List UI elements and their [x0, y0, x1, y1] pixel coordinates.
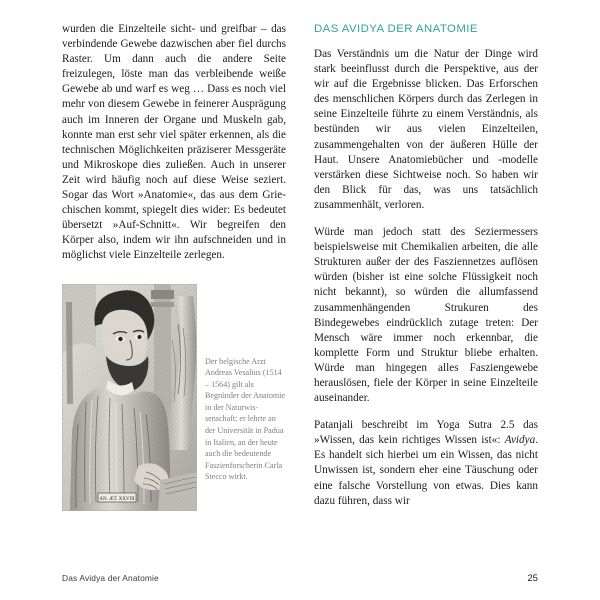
figure-block: [62, 284, 286, 511]
right-column-paragraph-2: Würde man jedoch statt des Seziermessers beispielsweise mit Chemikalien arbeiten, die alle Strukturen außer der des Fasziennetzes auflösen würden (bisher ist eine solche Flüssigkeit noch nicht bekannt), so würden die allumfassend zusammenhängenden Strukuren des Bindegewebes eindrücklich zutage treten: Der Mensch wäre immer noch erkennbar, die komplette Form und Struktur bliebe erhalten. Würde man hingegen alles Fasziengewebe herauslösen, fiele der Körper in seine Einzelteile auseinander.: [314, 226, 538, 405]
left-column: [62, 22, 286, 542]
two-column-text-area: [62, 22, 538, 542]
left-column-paragraph: wurden die Einzelteile sicht- und greifbar – das verbindende Gewebe dazwischen aber fiel durchs Raster. Um dann auch die andere Seite freizulegen, löste man das verbleibende weiße Gewebe ab und warf es weg … Dass es noch viel mehr von diesem Gewebe in feinerer Ausprägung auch im Inneren der Organe und Muskeln gab, konnte man erst sehr viel später erkennen, als die technischen Möglichkeiten präziserer Messgeräte und Mikroskope dies zuließen. Auch in unserer Zeit wird häufig noch auf diese Weise seziert. Sogar das Wort »Anatomie«, das aus dem Griechischen kommt, spiegelt dies wider: Es bedeutet übersetzt »Auf-Schnitt«. Wir begreifen den Körper also, indem wir ihn aufschneiden und in möglichst viele Einzelteile zerlegen.: [62, 23, 286, 262]
figure-caption: Der belgische Arzt Andreas Vesalius (1514 – 1564) gilt als Begründer der Anatomie in der Naturwissenschaft; er lehrte an der Universität in Padua in Italien, an der heute auch die bedeutende Faszienforscherin Carla Stecco wirkt.: [205, 356, 286, 482]
right-column-paragraph-1: Das Verständnis um die Natur der Dinge wird stark beeinflusst durch die Perspektive, aus der wir auf die Ergebnisse blicken. Das Erforschen des menschlichen Körpers durch das Zerlegen in seine Einzelteile führte zu einem Verständnis, als bestünden wir aus vielen Einzelteilen, zusammengehalten von der äußeren Hülle der Haut. Unsere Anatomiebücher und -modelle verstärken diese Sichtweise noch. So haben wir den Blick für das, was uns tatsächlich zusammenhält, verloren.: [314, 48, 538, 211]
avidya-italic-term: Avidya: [504, 434, 536, 447]
right-column: [314, 22, 538, 542]
vesalius-portrait-woodcut: [62, 284, 197, 511]
woodcut-plate-label: AN. ÆT. XXVIII: [99, 496, 135, 502]
paragraph3-text-before-italic: Patanjali beschreibt im Yoga Sutra 2.5 das »Wissen, das kein richtiges Wissen ist«:: [314, 419, 538, 447]
section-heading: DAS AVIDYA DER ANATOMIE: [314, 23, 478, 35]
footer-page-number: 25: [527, 573, 538, 584]
footer-chapter-title: Das Avidya der Anatomie: [62, 573, 159, 583]
right-column-paragraph-3: [314, 418, 538, 509]
paragraph3-text-after-italic: . Es handelt sich hierbei um ein Wissen, das nicht Unwissen ist, sondern eher eine Täuschung oder eine falsche Vorstellung von etwas. Dies kann dazu führen, dass wir: [314, 434, 538, 507]
page-footer: [62, 573, 538, 584]
